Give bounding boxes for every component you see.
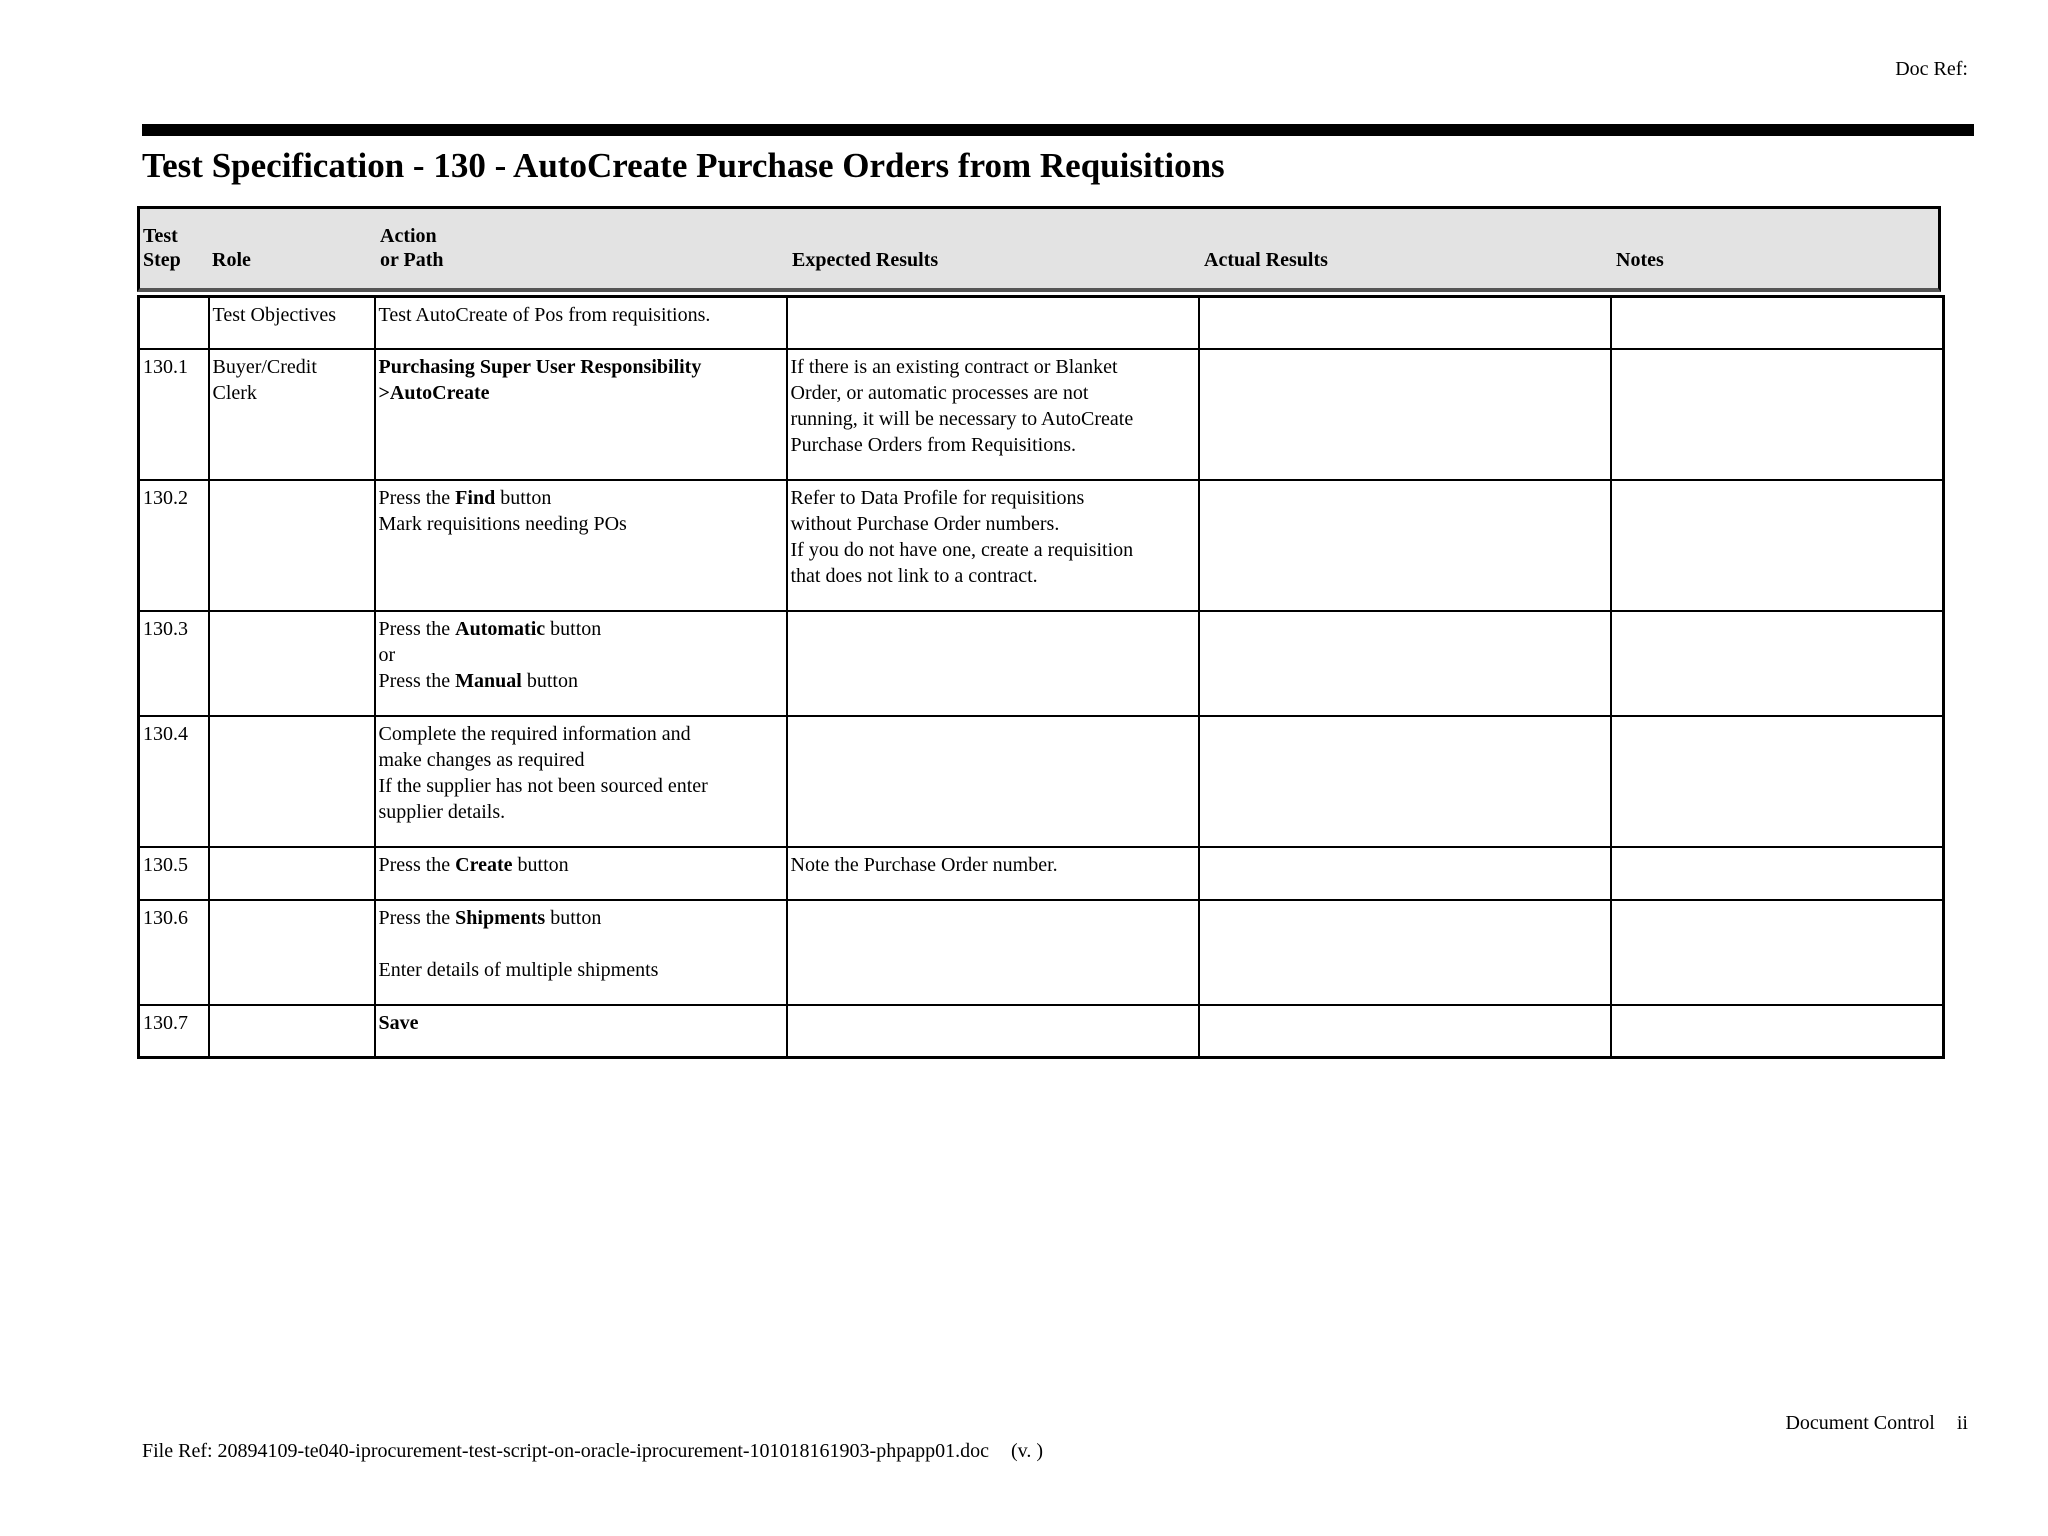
cell-expected [787, 1005, 1199, 1058]
action-keyword: Purchasing Super User Responsibility [378, 355, 702, 378]
action-text: Test AutoCreate of Pos from requisitions. [378, 304, 711, 326]
action-line [379, 1010, 782, 1036]
cell-step: 130.5 [139, 847, 209, 900]
table-row [139, 297, 1944, 349]
cell-step: 130.6 [139, 900, 209, 1005]
footer-section [1785, 1412, 1968, 1435]
action-text: make changes as required [378, 748, 585, 771]
col-header-action [380, 224, 444, 272]
action-line [379, 799, 782, 825]
action-text: button [495, 486, 552, 509]
table-row [139, 716, 1944, 847]
action-text: supplier details. [378, 800, 506, 823]
action-text: Press the [378, 853, 456, 876]
cell-actual [1199, 349, 1611, 480]
cell-expected [787, 900, 1199, 1005]
role-line: Buyer/Credit [212, 355, 317, 378]
cell-step: 130.7 [139, 1005, 209, 1058]
test-steps-table [137, 295, 1945, 1059]
cell-action [375, 480, 787, 611]
expected-line: Order, or automatic processes are not [790, 381, 1089, 404]
action-text: Mark requisitions needing POs [378, 512, 627, 535]
cell-step: 130.4 [139, 716, 209, 847]
expected-line: Refer to Data Profile for requisitions [790, 486, 1085, 509]
expected-line: that does not link to a contract. [790, 564, 1038, 587]
cell-action [375, 297, 787, 349]
table-row [139, 847, 1944, 900]
action-text: Press the [378, 669, 456, 692]
col-header-action-line2: or Path [380, 249, 444, 271]
cell-expected [787, 716, 1199, 847]
cell-action [375, 716, 787, 847]
action-keyword: Shipments [455, 906, 546, 929]
cell-notes [1611, 611, 1944, 716]
role-line: Clerk [212, 381, 257, 404]
action-text: or [378, 643, 396, 666]
cell-step [139, 297, 209, 349]
cell-notes [1611, 1005, 1944, 1058]
action-text: Press the [378, 617, 456, 640]
action-text: Press the [378, 906, 456, 929]
cell-actual [1199, 1005, 1611, 1058]
action-line [379, 380, 782, 406]
cell-role [209, 297, 375, 349]
role-line: Test Objectives [212, 304, 337, 326]
cell-expected [787, 480, 1199, 611]
action-line [379, 302, 782, 328]
col-header-role: Role [212, 249, 251, 271]
action-line [379, 905, 782, 931]
cell-expected [787, 611, 1199, 716]
cell-expected [787, 847, 1199, 900]
action-line [379, 852, 782, 878]
footer-section-label: Document Control [1785, 1412, 1935, 1434]
cell-step: 130.3 [139, 611, 209, 716]
file-version: (v. ) [1010, 1440, 1044, 1462]
action-keyword: Create [455, 853, 513, 876]
cell-actual [1199, 297, 1611, 349]
blank-line [379, 931, 782, 957]
action-line [379, 747, 782, 773]
cell-notes [1611, 847, 1944, 900]
col-header-step [143, 224, 181, 272]
action-keyword: Find [455, 486, 496, 509]
cell-notes [1611, 297, 1944, 349]
cell-expected [787, 349, 1199, 480]
table-row [139, 611, 1944, 716]
action-line [379, 773, 782, 799]
action-keyword: Automatic [455, 617, 546, 640]
cell-actual [1199, 611, 1611, 716]
page-title: Test Specification - 130 - AutoCreate Purchase Orders from Requisitions [142, 146, 1225, 185]
cell-role [209, 480, 375, 611]
cell-actual [1199, 900, 1611, 1005]
cell-step: 130.1 [139, 349, 209, 480]
cell-step: 130.2 [139, 480, 209, 611]
col-header-actual: Actual Results [1204, 249, 1328, 271]
table-row [139, 480, 1944, 611]
cell-action [375, 847, 787, 900]
action-text: Press the [378, 486, 456, 509]
cell-action [375, 900, 787, 1005]
col-header-notes: Notes [1616, 249, 1664, 271]
expected-line: without Purchase Order numbers. [790, 512, 1060, 535]
cell-actual [1199, 480, 1611, 611]
action-line [379, 485, 782, 511]
action-text: button [545, 617, 602, 640]
cell-notes [1611, 349, 1944, 480]
expected-line: Purchase Orders from Requisitions. [790, 433, 1077, 456]
action-keyword: >AutoCreate [378, 381, 490, 404]
file-ref [142, 1440, 1043, 1463]
expected-line: If there is an existing contract or Blanket [790, 355, 1118, 378]
action-line [379, 616, 782, 642]
action-line [379, 957, 782, 983]
table-row [139, 349, 1944, 480]
expected-line: If you do not have one, create a requisition [790, 538, 1134, 561]
expected-line: running, it will be necessary to AutoCreate [790, 407, 1134, 430]
cell-action [375, 349, 787, 480]
action-text: button [545, 906, 602, 929]
action-text: button [512, 853, 569, 876]
cell-role [209, 611, 375, 716]
action-text: Enter details of multiple shipments [378, 958, 659, 981]
file-ref-text: File Ref: 20894109-te040-iprocurement-test-script-on-oracle-iprocurement-101018161903-phpapp01.doc [142, 1440, 989, 1462]
cell-actual [1199, 716, 1611, 847]
table-row [139, 900, 1944, 1005]
cell-action [375, 611, 787, 716]
col-header-action-line1: Action [380, 225, 437, 247]
cell-role [209, 847, 375, 900]
table-row [139, 1005, 1944, 1058]
cell-role [209, 349, 375, 480]
action-text: button [521, 669, 578, 692]
col-header-step-line2: Step [143, 249, 181, 271]
col-header-step-line1: Test [143, 225, 178, 247]
cell-notes [1611, 480, 1944, 611]
doc-ref: Doc Ref: [1895, 58, 1968, 80]
cell-actual [1199, 847, 1611, 900]
action-text: If the supplier has not been sourced enter [378, 774, 708, 797]
table-body [139, 297, 1944, 1058]
cell-notes [1611, 900, 1944, 1005]
cell-notes [1611, 716, 1944, 847]
action-text: Complete the required information and [378, 722, 691, 745]
cell-role [209, 900, 375, 1005]
col-header-expected: Expected Results [792, 249, 939, 271]
cell-expected [787, 297, 1199, 349]
action-keyword: Save [378, 1011, 419, 1034]
action-line [379, 721, 782, 747]
action-line [379, 642, 782, 668]
page-number: ii [1956, 1412, 1968, 1434]
cell-action [375, 1005, 787, 1058]
action-line [379, 354, 782, 380]
action-keyword: Manual [455, 669, 522, 692]
action-line [379, 668, 782, 694]
cell-role [209, 1005, 375, 1058]
cell-role [209, 716, 375, 847]
table-header [137, 206, 1941, 292]
expected-line: Note the Purchase Order number. [790, 853, 1058, 876]
action-line [379, 511, 782, 537]
top-rule [142, 124, 1974, 136]
